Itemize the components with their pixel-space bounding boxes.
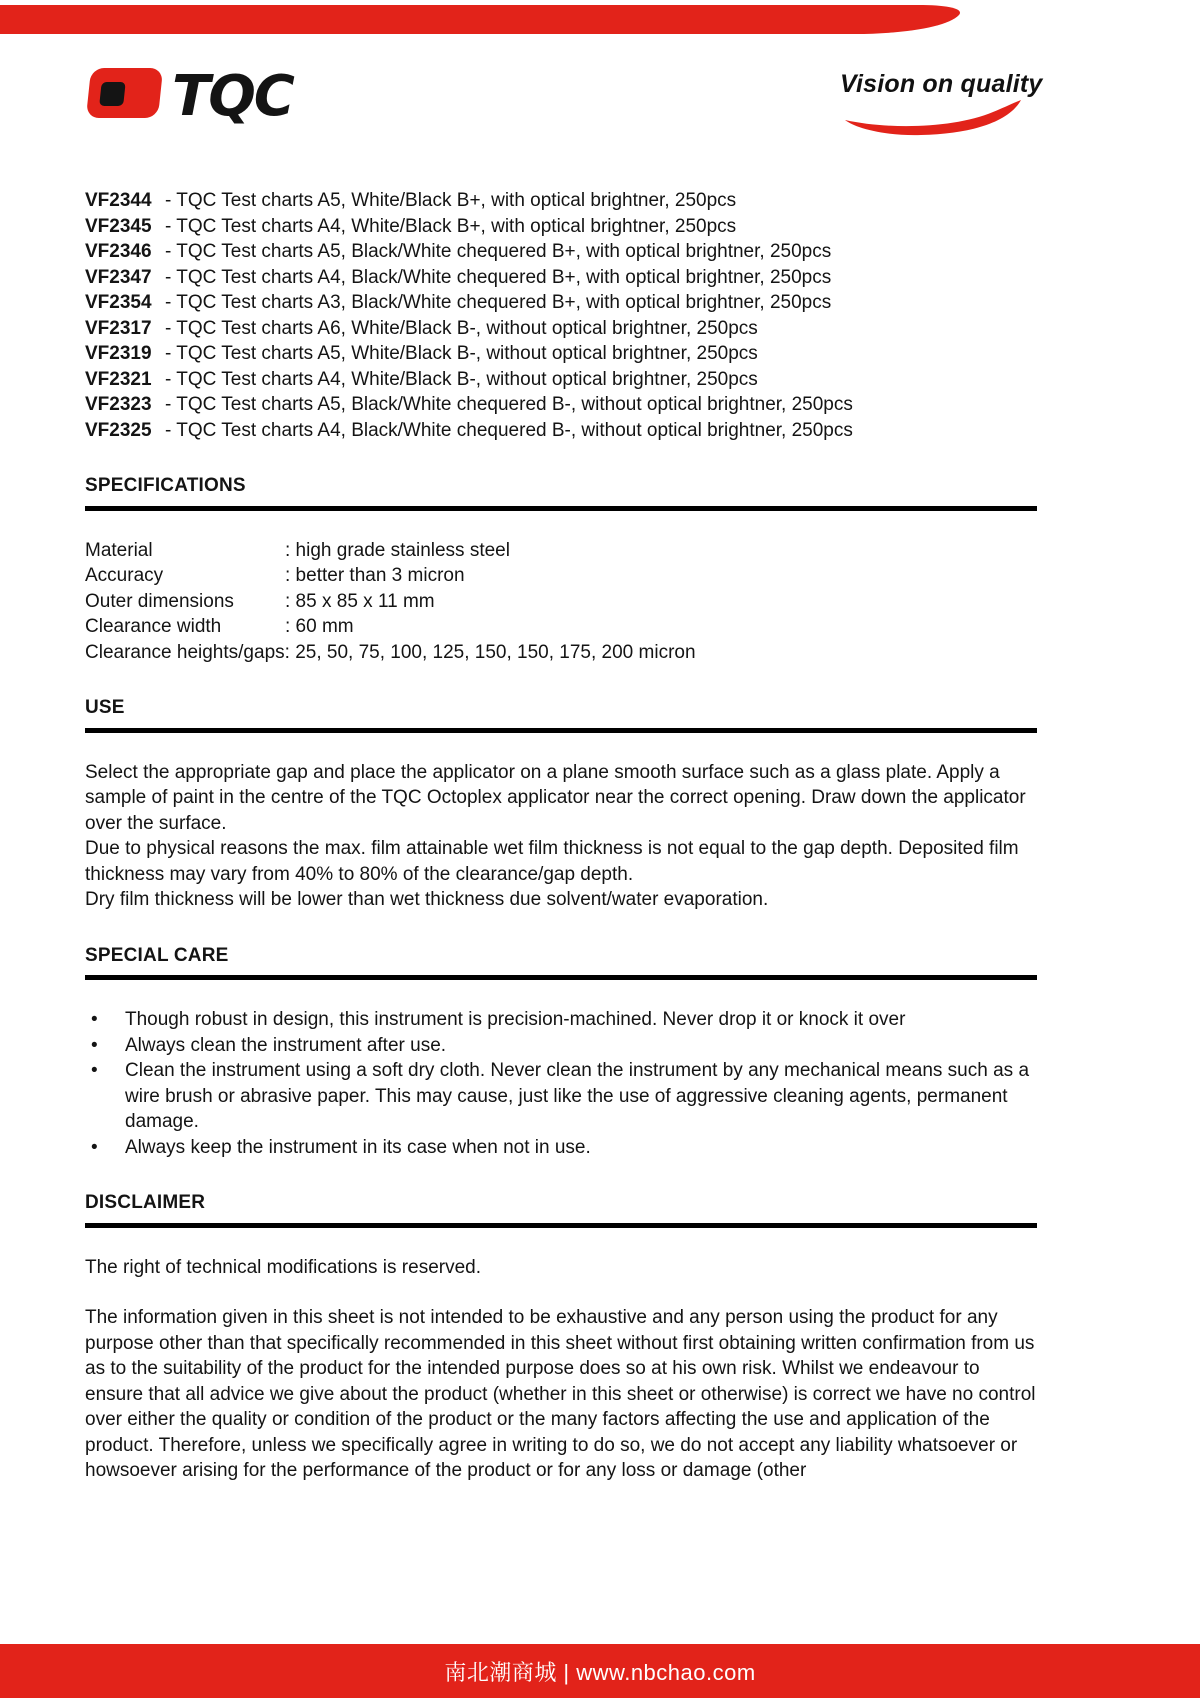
product-desc: - TQC Test charts A5, White/Black B-, without optical brightner, 250pcs	[165, 343, 758, 364]
special-care-body	[85, 1007, 1037, 1160]
product-row	[85, 341, 1037, 367]
spec-label: Outer dimensions	[85, 590, 234, 612]
product-desc: - TQC Test charts A4, White/Black B+, with optical brightner, 250pcs	[165, 215, 737, 237]
use-body	[85, 760, 1037, 913]
tagline-swoosh-icon	[845, 100, 1025, 138]
bullet-item: • Always clean the instrument after use.	[85, 1033, 1037, 1059]
product-row	[85, 265, 1037, 291]
product-code: VF2344	[85, 190, 152, 211]
spec-row	[85, 589, 1037, 615]
spec-label: Accuracy	[85, 565, 164, 586]
special-care-list	[85, 1007, 1037, 1160]
spec-clearance-text: Clearance heights/gaps: 25, 50, 75, 100, 125, 150, 150, 175, 200 micron	[85, 641, 696, 663]
product-code: VF2317	[85, 317, 152, 339]
bullet-item: • Though robust in design, this instrument is precision-machined. Never drop it or knock it over	[85, 1007, 1037, 1033]
product-desc: - TQC Test charts A4, Black/White chequered B+, with optical brightner, 250pcs	[165, 266, 832, 288]
product-desc: - TQC Test charts A4, White/Black B-, without optical brightner, 250pcs	[165, 368, 758, 390]
product-code: VF2321	[85, 368, 152, 390]
product-row	[85, 188, 1037, 214]
spec-value: : 85 x 85 x 11 mm	[285, 590, 435, 612]
tqc-logo-icon	[78, 60, 338, 126]
spec-label: Clearance width	[85, 616, 222, 637]
product-code: VF2347	[85, 266, 152, 288]
disclaimer-paragraph: The information given in this sheet is not intended to be exhaustive and any person using the product for any purpose other than that specifically recommended in this sheet without first obtaining written confirmation from us as to the suitability of the product for the intended purpose does so at his own risk. Whilst we endeavour to ensure that all advice we give about the product (whether in this sheet or otherwise) is correct we have no control over either the quality or condition of the product or the many factors affecting the use and application of the product. Therefore, unless we specifically agree in writing to do so, we do not accept any liability whatsoever or howsoever arising for the performance of the product or for any loss or damage (other	[85, 1307, 1036, 1481]
product-list	[85, 188, 1037, 443]
section-title-disclaimer: DISCLAIMER	[85, 1190, 1037, 1228]
spec-value: : better than 3 micron	[285, 565, 465, 586]
product-row	[85, 367, 1037, 393]
product-desc: - TQC Test charts A5, White/Black B+, with optical brightner, 250pcs	[165, 190, 737, 211]
spec-value: : high grade stainless steel	[285, 539, 510, 561]
spec-label: Material	[85, 539, 153, 561]
bullet-item: • Always keep the instrument in its case when not in use.	[85, 1135, 1037, 1161]
spec-row	[85, 538, 1037, 564]
section-special-care	[85, 943, 1037, 1161]
use-paragraph: Dry film thickness will be lower than wet thickness due solvent/water evaporation.	[85, 889, 769, 910]
use-paragraph: Select the appropriate gap and place the applicator on a plane smooth surface such as a glass plate. Apply a sample of paint in the centre of the TQC Octoplex applicator near the correct opening. Draw down the applicator over the surface.	[85, 761, 1026, 834]
use-paragraph: Due to physical reasons the max. film attainable wet film thickness is not equal to the gap depth. Deposited film thickness may vary from 40% to 80% of the clearance/gap depth.	[85, 838, 1019, 885]
product-code: VF2323	[85, 394, 152, 415]
bullet-item: • Clean the instrument using a soft dry cloth. Never clean the instrument by any mechanical means such as a wire brush or abrasive paper. This may cause, just like the use of aggressive cleaning agents, permanent damage.	[85, 1058, 1037, 1135]
section-title-special-care: SPECIAL CARE	[85, 943, 1037, 981]
product-desc: - TQC Test charts A3, Black/White chequered B+, with optical brightner, 250pcs	[165, 292, 832, 313]
product-row	[85, 418, 1037, 444]
product-code: VF2345	[85, 215, 152, 237]
product-desc: - TQC Test charts A5, Black/White chequered B+, with optical brightner, 250pcs	[165, 241, 832, 262]
section-use	[85, 695, 1037, 913]
footer-text: 南北潮商城 | www.nbchao.com	[444, 1659, 756, 1685]
disclaimer-body	[85, 1255, 1037, 1484]
product-code: VF2319	[85, 343, 152, 364]
section-specifications	[85, 473, 1037, 665]
tagline-text: Vision on quality	[840, 70, 1043, 98]
specifications-body	[85, 538, 1037, 666]
product-row	[85, 392, 1037, 418]
spec-clearance-line	[85, 640, 1037, 666]
section-title-specifications: SPECIFICATIONS	[85, 473, 1037, 511]
product-desc: - TQC Test charts A5, Black/White chequered B-, without optical brightner, 250pcs	[165, 394, 853, 415]
product-row	[85, 290, 1037, 316]
product-desc: - TQC Test charts A6, White/Black B-, without optical brightner, 250pcs	[165, 317, 758, 339]
document-body	[85, 188, 1037, 1484]
product-row	[85, 316, 1037, 342]
section-title-use: USE	[85, 695, 1037, 733]
product-row	[85, 239, 1037, 265]
tqc-logo-text: TQC	[172, 64, 293, 126]
header-swoosh-icon	[0, 0, 1000, 40]
tagline-block	[840, 70, 1043, 138]
product-code: VF2346	[85, 241, 152, 262]
spec-row	[85, 563, 1037, 589]
spec-row	[85, 614, 1037, 640]
product-desc: - TQC Test charts A4, Black/White chequered B-, without optical brightner, 250pcs	[165, 419, 853, 441]
footer-bar	[0, 1644, 1200, 1698]
product-row	[85, 214, 1037, 240]
disclaimer-paragraph: The right of technical modifications is reserved.	[85, 1256, 482, 1278]
product-code: VF2325	[85, 419, 152, 441]
section-disclaimer	[85, 1190, 1037, 1484]
product-code: VF2354	[85, 292, 152, 313]
spec-value: : 60 mm	[285, 616, 354, 637]
